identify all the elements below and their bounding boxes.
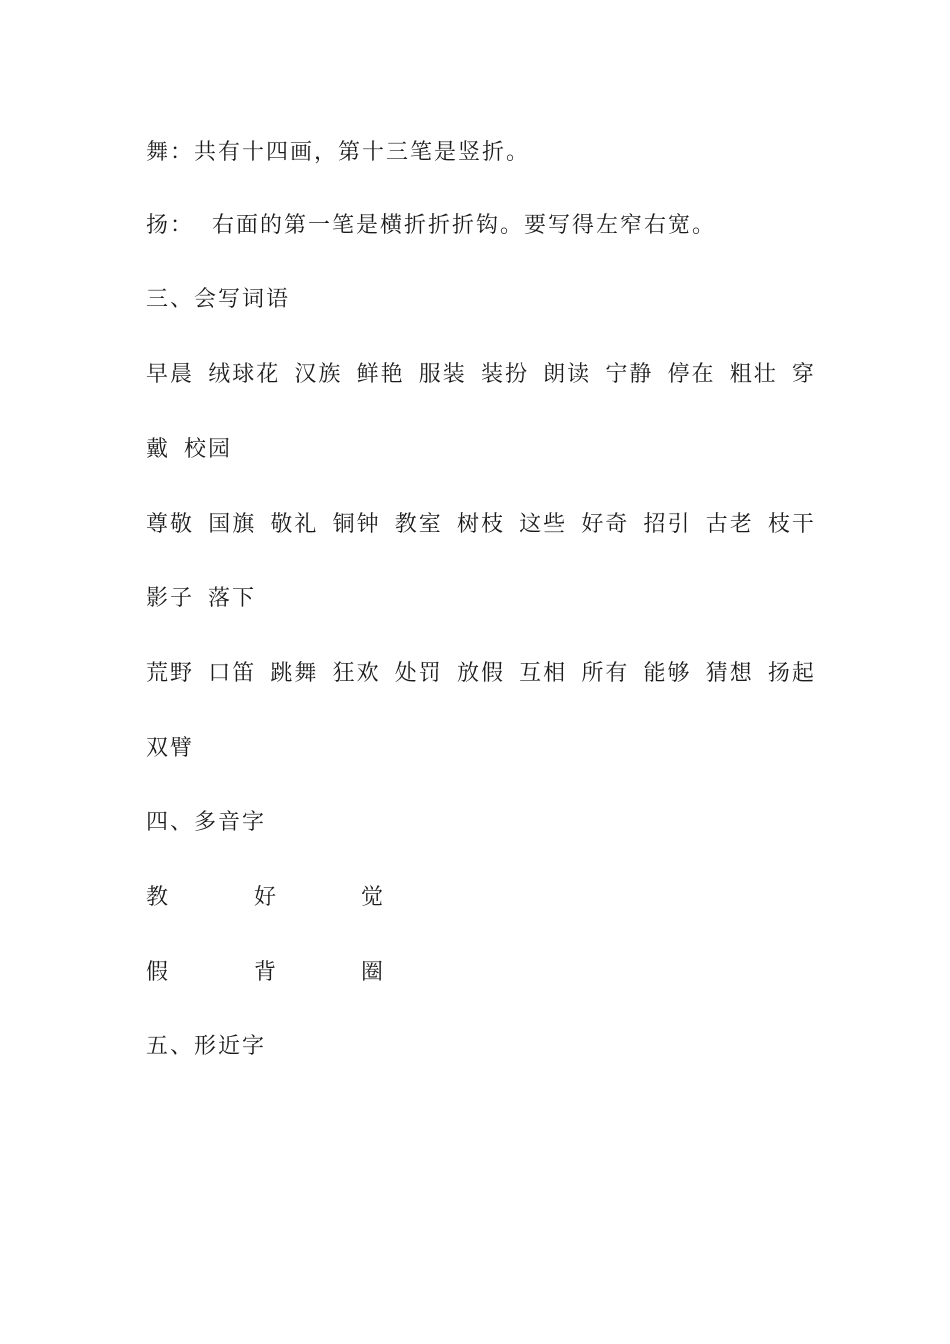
polyphone-char: 背 <box>254 960 277 985</box>
polyphone-char: 圈 <box>361 960 384 985</box>
word-row-1-continued <box>146 435 232 465</box>
word: 狂欢 <box>332 661 381 686</box>
word-row-3 <box>146 659 816 689</box>
word-row-2 <box>146 510 816 540</box>
word-row-1 <box>146 360 816 390</box>
word: 互相 <box>519 661 568 686</box>
word: 招引 <box>643 512 692 537</box>
word: 校园 <box>184 437 233 462</box>
word: 所有 <box>581 661 630 686</box>
word: 跳舞 <box>270 661 319 686</box>
word: 国旗 <box>208 512 257 537</box>
note-yang-text: 右面的第一笔是横折折折钩。要写得左窄右宽。 <box>212 213 717 238</box>
section-5-heading: 五、形近字 <box>146 1034 267 1059</box>
word: 古老 <box>705 512 754 537</box>
word: 落下 <box>208 586 257 611</box>
word-row-2-continued <box>146 584 256 614</box>
word: 好奇 <box>581 512 630 537</box>
word: 服装 <box>418 362 467 387</box>
word: 树枝 <box>456 512 505 537</box>
word-row-3-continued <box>146 734 194 764</box>
word: 早晨 <box>146 362 195 387</box>
word: 能够 <box>643 661 692 686</box>
word: 扬起 <box>767 661 816 686</box>
word: 敬礼 <box>270 512 319 537</box>
word: 尊敬 <box>146 512 195 537</box>
word: 穿 <box>791 362 816 387</box>
note-wu: 舞：共有十四画，第十三笔是竖折。 <box>146 140 531 165</box>
word: 鲜艳 <box>356 362 405 387</box>
word: 铜钟 <box>332 512 381 537</box>
word: 枝干 <box>767 512 816 537</box>
word: 这些 <box>519 512 568 537</box>
note-yang <box>146 211 716 241</box>
polyphone-char: 觉 <box>361 885 384 910</box>
polyphone-char: 教 <box>146 885 169 910</box>
word: 宁静 <box>605 362 654 387</box>
word: 戴 <box>146 437 171 462</box>
word: 教室 <box>394 512 443 537</box>
word: 朗读 <box>543 362 592 387</box>
word: 粗壮 <box>729 362 778 387</box>
word: 猜想 <box>705 661 754 686</box>
word: 绒球花 <box>208 362 281 387</box>
word: 停在 <box>667 362 716 387</box>
section-4-heading: 四、多音字 <box>146 810 267 835</box>
word: 影子 <box>146 586 195 611</box>
note-yang-char: 扬： <box>146 213 195 238</box>
word: 装扮 <box>480 362 529 387</box>
word: 处罚 <box>394 661 443 686</box>
word: 放假 <box>456 661 505 686</box>
polyphone-char: 好 <box>254 885 277 910</box>
word: 双臂 <box>146 736 195 761</box>
word: 口笛 <box>208 661 257 686</box>
section-3-heading: 三、会写词语 <box>146 287 291 312</box>
polyphone-char: 假 <box>146 960 169 985</box>
word: 荒野 <box>146 661 195 686</box>
word: 汉族 <box>294 362 343 387</box>
